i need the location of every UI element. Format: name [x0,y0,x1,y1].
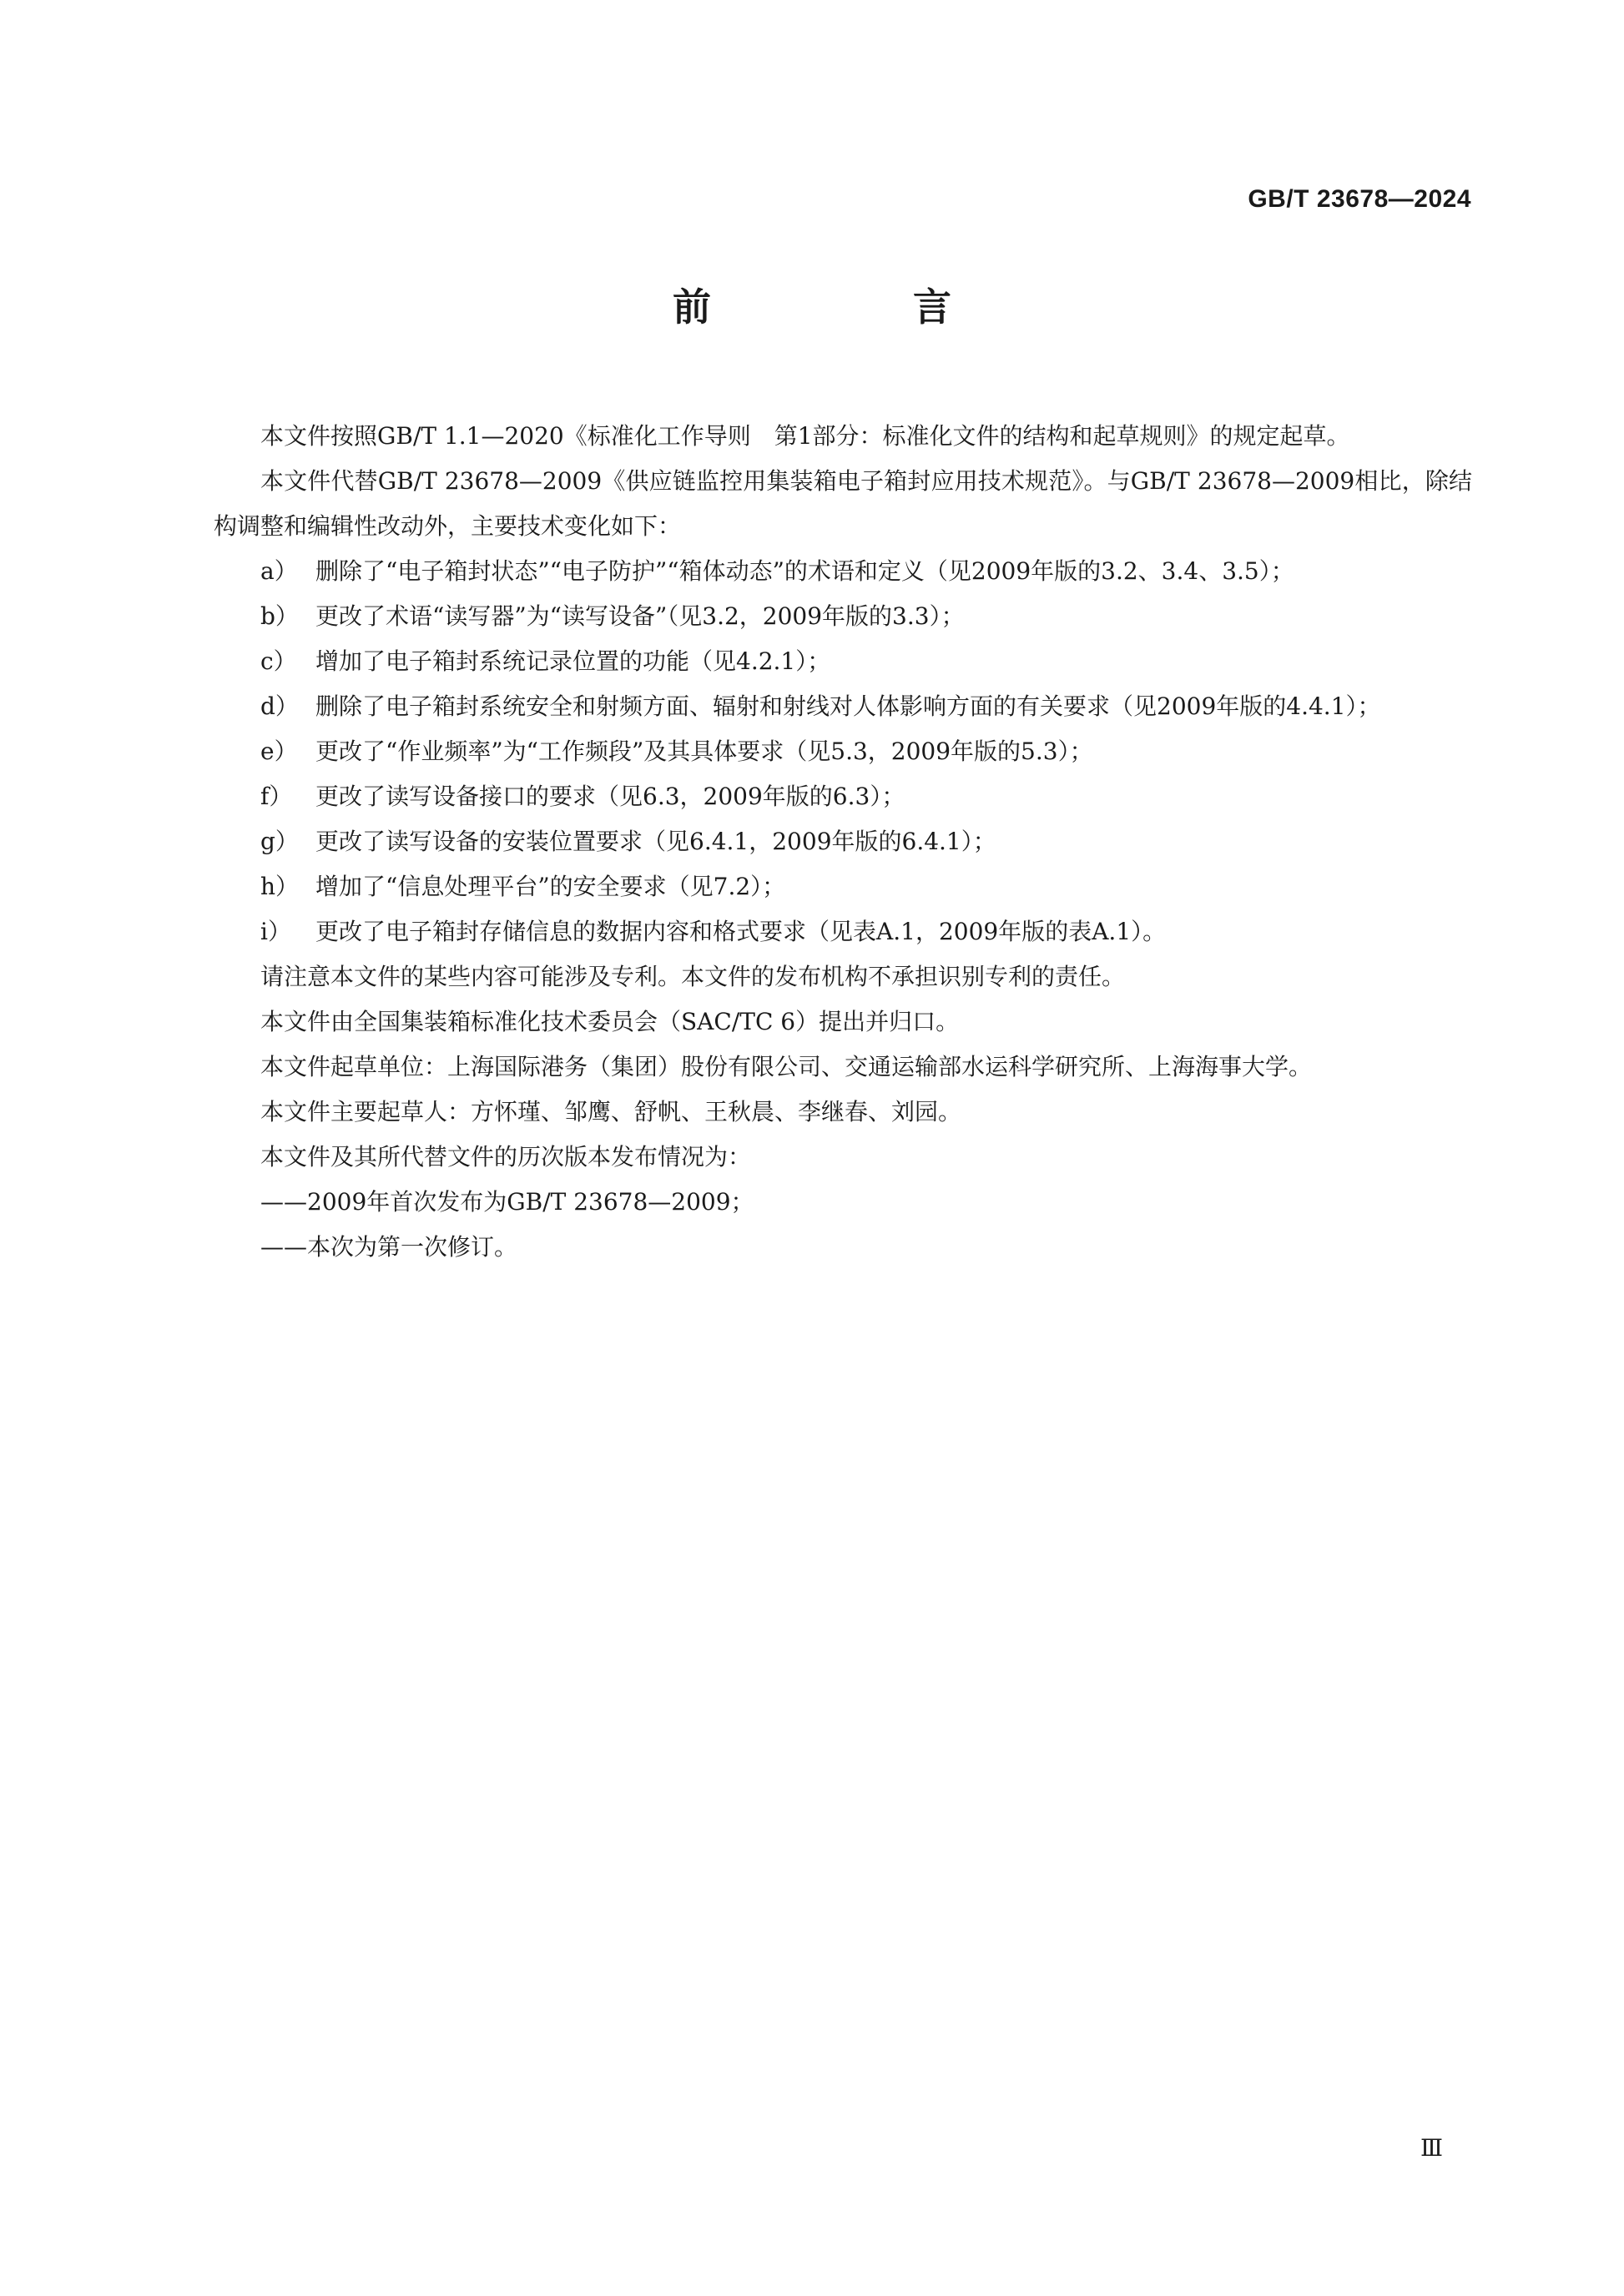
history-item: ——2009年首次发布为GB/T 23678—2009； [260,1188,754,1216]
history-list [214,1180,1472,1270]
list-marker: e） [260,738,298,765]
list-item-text: 增加了电子箱封系统记录位置的功能（见4.2.1）； [315,647,831,675]
list-marker: h） [260,873,300,900]
list-item [214,594,1472,639]
paragraph-replacement: 本文件代替GB/T 23678—2009《供应链监控用集装箱电子箱封应用技术规范》。与GB/T 23678—2009相比，除结构调整和编辑性改动外，主要技术变化如下： [214,467,1472,540]
list-item-text: 删除了“电子箱封状态”“电子防护”“箱体动态”的术语和定义（见2009年版的3.2、3.4、3.5）； [315,557,1294,585]
list-item [214,549,1472,594]
list-item [214,864,1472,909]
page-number: Ⅲ [1420,2134,1443,2162]
list-marker: a） [260,557,298,585]
list-item-text: 更改了术语“读写器”为“读写设备”（见3.2，2009年版的3.3）； [315,602,965,630]
list-item [214,909,1472,954]
list-item-text: 删除了电子箱封系统安全和射频方面、辐射和射线对人体影响方面的有关要求（见2009年版的4.4.1）； [315,692,1381,720]
list-marker: g） [260,828,299,855]
patent-notice: 请注意本文件的某些内容可能涉及专利。本文件的发布机构不承担识别专利的责任。 [260,963,1126,990]
list-item-text: 更改了电子箱封存储信息的数据内容和格式要求（见表A.1，2009年版的表A.1）。 [315,918,1167,945]
proposer-statement: 本文件由全国集装箱标准化技术委员会（SAC/TC 6）提出并归口。 [260,1008,960,1035]
history-intro: 本文件及其所代替文件的历次版本发布情况为： [260,1143,752,1171]
list-marker: i） [260,918,291,945]
list-item [214,774,1472,819]
paragraph-drafting-rules: 本文件按照GB/T 1.1—2020《标准化工作导则 第1部分：标准化文件的结构和起草规则》的规定起草。 [260,422,1350,450]
list-item-text: 增加了“信息处理平台”的安全要求（见7.2）； [315,873,786,900]
list-marker: f） [260,783,293,810]
list-marker: b） [260,602,299,630]
list-item-text: 更改了“作业频率”为“工作频段”及其具体要求（见5.3，2009年版的5.3）； [315,738,1093,765]
changes-list [214,549,1472,954]
list-marker: d） [260,692,299,720]
list-marker: c） [260,647,297,675]
foreword-body [214,414,1472,1270]
standard-number: GB/T 23678—2024 [1248,185,1471,213]
drafting-units: 本文件起草单位：上海国际港务（集团）股份有限公司、交通运输部水运科学研究所、上海海事大学。 [260,1053,1313,1080]
list-item [214,729,1472,774]
page-title: 前 言 [673,284,993,330]
list-item [214,819,1472,864]
list-item-text: 更改了读写设备接口的要求（见6.3，2009年版的6.3）； [315,783,905,810]
drafters: 本文件主要起草人：方怀瑾、邹鹰、舒帆、王秋晨、李继春、刘园。 [260,1098,962,1125]
list-item-text: 更改了读写设备的安装位置要求（见6.4.1，2009年版的6.4.1）； [315,828,996,855]
list-item [214,684,1472,729]
list-item [214,639,1472,684]
history-item: ——本次为第一次修订。 [260,1233,518,1261]
